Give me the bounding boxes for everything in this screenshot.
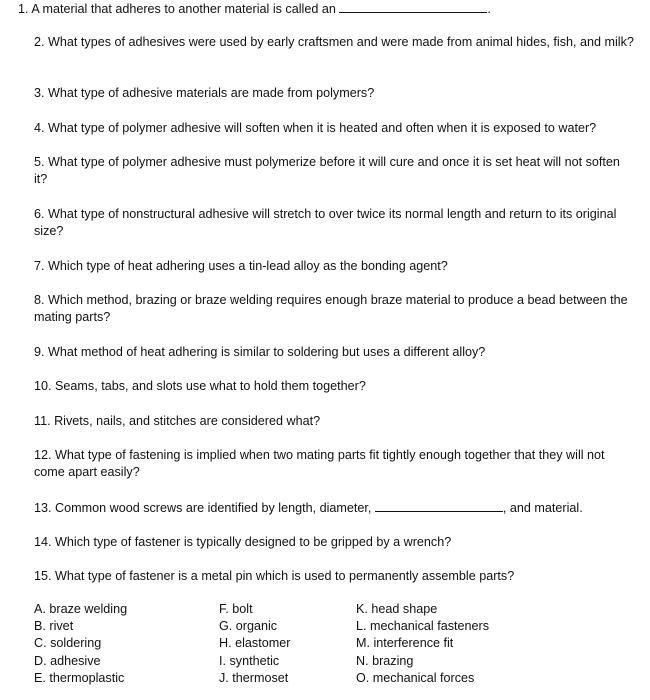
question-text: What type of fastening is implied when two mating parts fit tightly enough together that they will not come apart easily? bbox=[34, 448, 605, 479]
option-j: J. thermoset bbox=[219, 670, 289, 685]
question-number: 14. bbox=[34, 535, 52, 549]
option-b: B. rivet bbox=[34, 619, 74, 634]
option-m: M. interference fit bbox=[356, 636, 454, 651]
option-a: A. braze welding bbox=[34, 602, 128, 616]
question-number: 8. bbox=[34, 293, 45, 307]
question-text: What type of fastener is a metal pin which is used to permanently assemble parts? bbox=[55, 569, 515, 583]
question-text: What type of polymer adhesive must polymerize before it will cure and once it is set heat will not soften it? bbox=[34, 155, 620, 186]
question-text: A material that adheres to another material is called an bbox=[31, 2, 336, 16]
option-c: C. soldering bbox=[34, 636, 102, 651]
question-text: What type of adhesive materials are made from polymers? bbox=[48, 86, 375, 100]
question-text: What method of heat adhering is similar to soldering but uses a different alloy? bbox=[48, 345, 486, 359]
question-text: Seams, tabs, and slots use what to hold them together? bbox=[55, 379, 366, 393]
question-text: Which method, brazing or braze welding requires enough braze material to produce a bead between the mating parts? bbox=[34, 293, 628, 324]
option-e: E. thermoplastic bbox=[34, 670, 125, 685]
question-number: 9. bbox=[34, 345, 45, 359]
question-number: 15. bbox=[34, 569, 52, 583]
question-6 bbox=[34, 206, 634, 240]
question-text: What type of polymer adhesive will soften when it is heated and often when it is exposed to water? bbox=[48, 121, 597, 135]
option-n: N. brazing bbox=[356, 653, 414, 668]
question-number: 10. bbox=[34, 379, 52, 393]
option-i: I. synthetic bbox=[219, 653, 280, 668]
question-number: 3. bbox=[34, 86, 45, 100]
question-12 bbox=[34, 447, 634, 481]
options-column-3 bbox=[356, 601, 489, 687]
question-10 bbox=[34, 378, 634, 395]
question-number: 5. bbox=[34, 155, 45, 169]
question-14 bbox=[34, 534, 634, 551]
question-9 bbox=[34, 344, 634, 361]
question-number: 13. bbox=[34, 501, 52, 515]
option-o: O. mechanical forces bbox=[356, 670, 475, 685]
question-text: What types of adhesives were used by early craftsmen and were made from animal hides, fish, and milk? bbox=[48, 35, 634, 49]
question-number: 6. bbox=[34, 207, 45, 221]
option-d: D. adhesive bbox=[34, 653, 101, 668]
option-f: F. bolt bbox=[219, 602, 253, 616]
answer-blank bbox=[339, 0, 487, 13]
question-text: Rivets, nails, and stitches are considered what? bbox=[54, 414, 321, 428]
question-3 bbox=[34, 85, 634, 102]
option-h: H. elastomer bbox=[219, 636, 291, 651]
question-number: 11. bbox=[34, 414, 51, 428]
question-text: Which type of fastener is typically designed to be gripped by a wrench? bbox=[55, 535, 452, 549]
question-11 bbox=[34, 413, 634, 430]
option-g: G. organic bbox=[219, 619, 278, 634]
question-13 bbox=[34, 499, 634, 517]
question-2 bbox=[34, 34, 634, 51]
question-text-after: . bbox=[487, 2, 491, 16]
question-text: What type of nonstructural adhesive will stretch to over twice its normal length and return to its original size? bbox=[34, 207, 617, 238]
question-7 bbox=[34, 258, 634, 275]
option-l: L. mechanical fasteners bbox=[356, 619, 490, 634]
question-text: Which type of heat adhering uses a tin-lead alloy as the bonding agent? bbox=[48, 259, 448, 273]
question-1 bbox=[18, 0, 618, 18]
question-15 bbox=[34, 568, 634, 585]
question-5 bbox=[34, 154, 634, 188]
options-column-1 bbox=[34, 601, 127, 687]
question-number: 7. bbox=[34, 259, 45, 273]
answer-blank bbox=[375, 499, 503, 512]
option-k: K. head shape bbox=[356, 602, 438, 616]
question-text-after: , and material. bbox=[502, 501, 583, 515]
question-8 bbox=[34, 292, 634, 326]
question-number: 2. bbox=[34, 35, 45, 49]
question-4 bbox=[34, 120, 634, 137]
question-number: 12. bbox=[34, 448, 52, 462]
options-column-2 bbox=[219, 601, 290, 687]
question-number: 1. bbox=[18, 2, 29, 16]
question-number: 4. bbox=[34, 121, 45, 135]
answer-options bbox=[34, 601, 634, 691]
question-text: Common wood screws are identified by length, diameter, bbox=[55, 501, 372, 515]
